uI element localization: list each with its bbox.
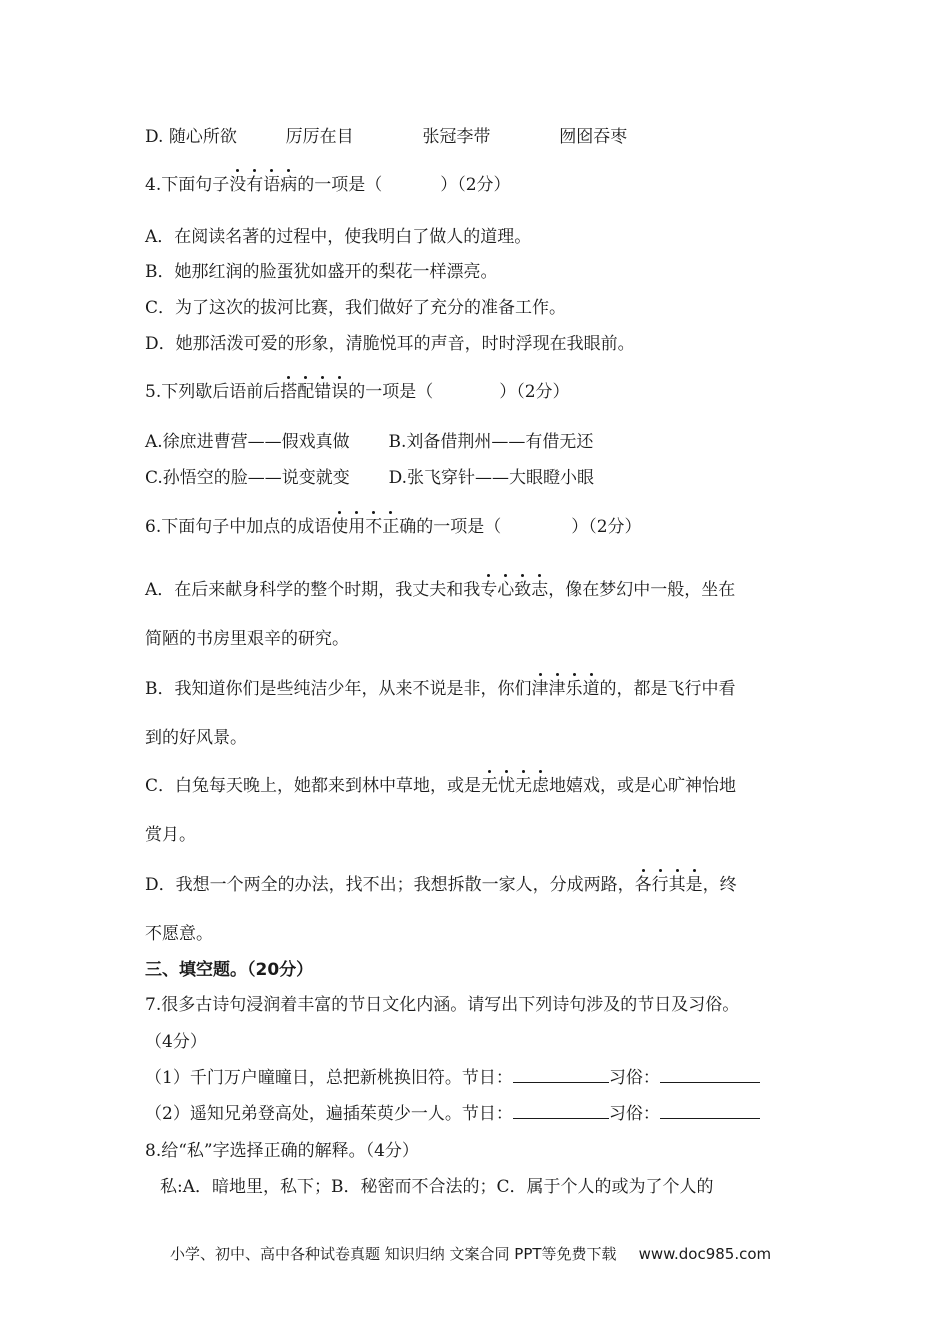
q7-item-2-text: （2）遥知兄弟登高处，遍插茱萸少一人。节日： <box>145 1104 513 1124</box>
q3-option-d-word-3: 张冠李带 <box>422 127 491 147</box>
q5-option-c: C.孙悟空的脸——说变就变 <box>145 468 350 488</box>
dotted-char: 津 <box>531 679 549 699</box>
dotted-char: 没 <box>229 175 247 195</box>
dotted-char: 用 <box>348 517 366 537</box>
q6-option-c-post: 地嬉戏，或是心旷神怡地 <box>549 776 737 796</box>
dotted-char: 病 <box>280 175 298 195</box>
q6-option-d-line-1 <box>145 873 737 897</box>
q4-option-c: C．为了这次的拔河比赛，我们做好了充分的准备工作。 <box>145 298 567 318</box>
dotted-char: 专 <box>480 580 498 600</box>
q6-stem-end: ）（2分） <box>571 517 642 537</box>
q4-option-b: B．她那红润的脸蛋犹如盛开的梨花一样漂亮。 <box>145 262 498 282</box>
q5-options-row-1 <box>145 430 593 454</box>
q7-item-1 <box>145 1066 760 1090</box>
q5-option-d: D.张飞穿针——大眼瞪小眼 <box>388 468 595 488</box>
dotted-char: 志 <box>531 580 549 600</box>
page-footer <box>170 1243 771 1264</box>
dotted-char: 错 <box>314 382 332 402</box>
q6-option-c-pre: C．白兔每天晚上，她都来到林中草地，或是 <box>145 776 482 796</box>
q6-option-b-line-1 <box>145 677 736 701</box>
q6-option-c-line-1 <box>145 774 736 798</box>
q5-option-a: A.徐庶进曹营——假戏真做 <box>145 432 350 452</box>
dotted-char: 各 <box>634 875 652 895</box>
dotted-char: 其 <box>668 875 686 895</box>
q7-item-1-festival-blank[interactable] <box>513 1066 609 1083</box>
footer-text: 小学、初中、高中各种试卷真题 知识归纳 文案合同 PPT等免费下载 <box>170 1245 617 1263</box>
q5-options-row-2 <box>145 466 594 490</box>
q7-item-2-custom-blank[interactable] <box>660 1102 760 1119</box>
q7-item-2-custom-label: 习俗： <box>608 1104 660 1124</box>
dotted-char: 致 <box>514 580 532 600</box>
dotted-char: 无 <box>481 776 499 796</box>
q6-option-d-idiom <box>635 875 703 895</box>
dotted-char: 误 <box>331 382 349 402</box>
q6-stem-pre: 6.下面句子中加点的成语 <box>145 517 332 537</box>
q6-option-b-idiom <box>532 679 600 699</box>
q8-stem: 8.给“私”字选择正确的解释。（4分） <box>145 1141 419 1161</box>
q6-option-d-post: ，终 <box>702 875 737 895</box>
q4-option-a: A．在阅读名著的过程中，使我明白了做人的道理。 <box>145 227 532 247</box>
q6-option-a-line-1 <box>145 578 735 602</box>
q3-option-d-label: D. <box>145 127 164 147</box>
q7-item-2 <box>145 1102 760 1126</box>
q7-item-1-custom-blank[interactable] <box>660 1066 760 1083</box>
dotted-char: 虑 <box>532 776 550 796</box>
q6-option-c-idiom <box>481 776 549 796</box>
dotted-char: 无 <box>515 776 533 796</box>
q3-option-d-word-4: 囫囵吞枣 <box>559 127 628 147</box>
q7-points: （4分） <box>145 1032 207 1052</box>
dotted-char: 道 <box>582 679 600 699</box>
q5-stem-post: 的一项是（ <box>348 382 434 402</box>
dotted-char: 不 <box>365 517 383 537</box>
q4-stem-pre: 4.下面句子 <box>145 175 230 195</box>
q4-option-d: D．她那活泼可爱的形象，清脆悦耳的声音，时时浮现在我眼前。 <box>145 334 635 354</box>
q5-stem-end: ）（2分） <box>499 382 570 402</box>
q3-option-d-word-2: 厉厉在目 <box>285 127 354 147</box>
q5-stem <box>145 380 570 404</box>
q3-option-d <box>145 125 627 149</box>
dotted-char: 使 <box>331 517 349 537</box>
q4-stem-emphasis <box>229 175 297 195</box>
q7-item-1-text: （1）千门万户曈曈日，总把新桃换旧符。节日： <box>145 1068 513 1088</box>
q6-option-a-line-2: 简陋的书房里艰辛的研究。 <box>145 629 349 649</box>
q8-definitions: 私:A．暗地里，私下；B．秘密而不合法的；C．属于个人的或为了个人的 <box>160 1177 714 1197</box>
q6-option-d-pre: D．我想一个两全的办法，找不出；我想拆散一家人，分成两路， <box>145 875 635 895</box>
q6-option-a-post: ，像在梦幻中一般，坐在 <box>548 580 736 600</box>
dotted-char: 津 <box>548 679 566 699</box>
q7-item-2-festival-blank[interactable] <box>513 1102 609 1119</box>
q3-option-d-word-1: 随心所欲 <box>168 127 237 147</box>
q4-stem <box>145 173 511 197</box>
dotted-char: 配 <box>297 382 315 402</box>
dotted-char: 是 <box>685 875 703 895</box>
q6-option-d-line-2: 不愿意。 <box>145 924 213 944</box>
q6-option-b-pre: B．我知道你们是些纯洁少年，从来不说是非，你们 <box>145 679 532 699</box>
q4-stem-end: ）（2分） <box>440 175 511 195</box>
dotted-char: 忧 <box>498 776 516 796</box>
q6-option-c-line-2: 赏月。 <box>145 825 196 845</box>
q5-stem-emphasis <box>280 382 348 402</box>
q4-stem-post: 的一项是（ <box>297 175 383 195</box>
q6-option-b-line-2: 到的好风景。 <box>145 728 247 748</box>
q6-option-b-post: 的，都是飞行中看 <box>599 679 736 699</box>
q5-option-b: B.刘备借荆州——有借无还 <box>388 432 594 452</box>
dotted-char: 乐 <box>565 679 583 699</box>
footer-url[interactable]: www.doc985.com <box>638 1245 772 1263</box>
q7-stem: 7.很多古诗句浸润着丰富的节日文化内涵。请写出下列诗句涉及的节日及习俗。 <box>145 995 740 1015</box>
q7-item-1-custom-label: 习俗： <box>608 1068 660 1088</box>
dotted-char: 搭 <box>280 382 298 402</box>
dotted-char: 心 <box>497 580 515 600</box>
q5-stem-pre: 5.下列歇后语前后 <box>145 382 281 402</box>
section-3-heading: 三、填空题。（20分） <box>145 960 314 980</box>
q6-option-a-idiom <box>480 580 548 600</box>
q6-stem-emphasis <box>331 517 399 537</box>
dotted-char: 行 <box>651 875 669 895</box>
dotted-char: 正 <box>382 517 400 537</box>
dotted-char: 语 <box>263 175 281 195</box>
dotted-char: 有 <box>246 175 264 195</box>
q6-stem <box>145 515 642 539</box>
q6-stem-post: 确的一项是（ <box>399 517 502 537</box>
q6-option-a-pre: A．在后来献身科学的整个时期，我丈夫和我 <box>145 580 481 600</box>
